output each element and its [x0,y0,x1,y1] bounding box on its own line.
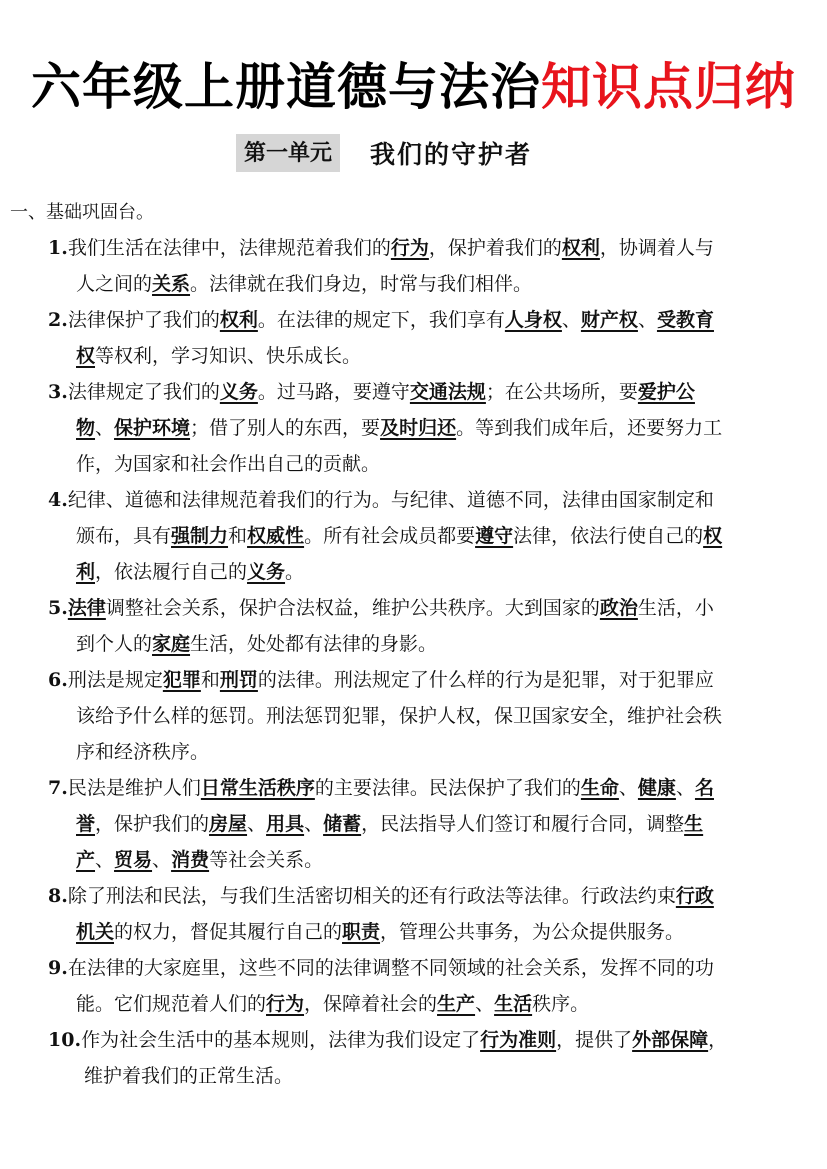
item-text: 作，为国家和社会作出自己的贡献。 [76,453,381,475]
list-item [48,662,808,770]
keyword: 权 [703,525,723,547]
item-text: 我们生活在法律中，法律规范着我们的 [67,237,391,259]
list-item [48,374,808,482]
list-item [48,230,808,302]
item-text: 民法是维护人们 [67,777,201,799]
item-line [48,230,808,266]
keyword: 爱护公 [637,381,695,403]
item-line [48,446,808,482]
item-text: ；在公共场所，要 [485,381,638,403]
keyword: 房屋 [209,813,248,835]
item-text: ，民法指导人们签订和履行合同，调整 [361,813,685,835]
item-text: 和 [200,669,220,691]
item-line [48,770,808,806]
item-text: 、 [561,309,581,331]
keyword: 储蓄 [323,813,362,835]
item-line [48,302,808,338]
keyword: 权利 [561,237,600,259]
item-line [48,914,808,950]
item-text: 在法律的大家庭里，这些不同的法律调整不同领域的社会关系，发挥不同的功 [67,957,714,979]
item-number: 4. [48,489,68,511]
item-text: 作为社会生活中的基本规则，法律为我们设定了 [81,1029,481,1051]
item-text: ，保护着我们的 [428,237,562,259]
item-text: 该给予什么样的惩罚。刑法惩罚犯罪，保护人权，保卫国家安全，维护社会秩 [76,705,723,727]
item-number: 7. [48,777,68,799]
item-line [48,1058,808,1094]
item-text: 。法律就在我们身边，时常与我们相伴。 [190,273,533,295]
keyword: 消费 [171,849,210,871]
item-line [48,734,808,770]
item-text: 、 [475,993,495,1015]
keyword: 行为 [266,993,305,1015]
keyword: 外部保障 [632,1029,709,1051]
item-line [48,1022,808,1058]
list-item [48,1022,808,1094]
keyword: 人身权 [504,309,562,331]
item-text: 。 [285,561,305,583]
keyword: 犯罪 [162,669,201,691]
item-text: 人之间的 [76,273,153,295]
section-heading: 一、基础巩固台。 [10,202,154,223]
item-text: ；借了别人的东西，要 [190,417,381,439]
keyword: 法律 [67,597,106,619]
item-text: 除了刑法和民法，与我们生活密切相关的还有行政法等法律。行政法约束 [67,885,676,907]
item-text: 法律，依法行使自己的 [513,525,704,547]
item-text: 。所有社会成员都要 [304,525,476,547]
item-text: ，管理公共事务，为公众提供服务。 [380,921,685,943]
item-text: 序和经济秩序。 [76,741,210,763]
item-line [48,986,808,1022]
keyword: 用具 [266,813,305,835]
item-line [48,626,808,662]
keyword: 名 [694,777,714,799]
item-line [48,878,808,914]
item-number: 9. [48,957,68,979]
keyword: 职责 [342,921,381,943]
item-line [48,338,808,374]
unit-badge: 第一单元 [236,134,340,172]
item-text: 到个人的 [76,633,153,655]
item-text: 能。它们规范着人们的 [76,993,267,1015]
keyword: 行政 [675,885,714,907]
item-line [48,266,808,302]
item-text: 的法律。刑法规定了什么样的行为是犯罪，对于犯罪应 [257,669,714,691]
item-text: 等社会关系。 [209,849,324,871]
keyword: 及时归还 [380,417,457,439]
item-text: ，依法履行自己的 [95,561,248,583]
keyword: 强制力 [171,525,229,547]
item-line [48,806,808,842]
item-line [48,410,808,446]
list-item [48,950,808,1022]
keyword: 政治 [599,597,638,619]
item-text: 。等到我们成年后，还要努力工 [456,417,723,439]
keyword: 健康 [637,777,676,799]
item-text: 。过马路，要遵守 [257,381,410,403]
keyword: 日常生活秩序 [200,777,315,799]
item-text: 、 [95,417,115,439]
keyword: 生活 [494,993,533,1015]
keyword: 家庭 [152,633,191,655]
item-number: 10. [48,1029,82,1051]
item-text: 、 [95,849,115,871]
page-title [0,52,827,122]
unit-name: 我们的守护者 [370,140,533,169]
item-text: 和 [228,525,248,547]
keyword: 保护环境 [114,417,191,439]
item-text: ，提供了 [556,1029,633,1051]
keyword: 刑罚 [219,669,258,691]
item-number: 8. [48,885,68,907]
item-text: 、 [247,813,267,835]
keyword: 产 [76,849,96,871]
item-line [48,842,808,878]
keyword: 受教育 [656,309,714,331]
item-text: ，协调着人与 [599,237,714,259]
list-item [48,482,808,590]
keyword: 生 [684,813,704,835]
item-text: 、 [618,777,638,799]
item-number: 3. [48,381,68,403]
list-item [48,302,808,374]
item-text: 、 [304,813,324,835]
keyword: 义务 [219,381,258,403]
keyword: 义务 [247,561,286,583]
item-text: 生活，小 [637,597,714,619]
keyword: 物 [76,417,96,439]
item-text: 的权力，督促其履行自己的 [114,921,343,943]
list-item [48,590,808,662]
item-text: 纪律、道德和法律规范着我们的行为。与纪律、道德不同，法律由国家制定和 [67,489,714,511]
item-number: 5. [48,597,68,619]
item-text: 、 [152,849,172,871]
item-line [48,482,808,518]
keyword: 贸易 [114,849,153,871]
title-red-part: 知识点归纳 [541,58,796,116]
keyword: 权威性 [247,525,305,547]
title-black-part: 六年级上册道德与法治 [31,58,541,116]
item-text: 法律规定了我们的 [67,381,220,403]
item-text: 等权利，学习知识、快乐成长。 [95,345,362,367]
list-item [48,770,808,878]
keyword: 遵守 [475,525,514,547]
keyword: 交通法规 [409,381,486,403]
keyword: 行为准则 [480,1029,557,1051]
item-text: ， [708,1029,728,1051]
item-number: 2. [48,309,68,331]
keyword: 机关 [76,921,115,943]
item-text: 调整社会关系，保护合法权益，维护公共秩序。大到国家的 [105,597,600,619]
item-text: 、 [637,309,657,331]
keyword: 关系 [152,273,191,295]
item-text: 。在法律的规定下，我们享有 [257,309,505,331]
item-line [48,698,808,734]
item-line [48,662,808,698]
item-text: 刑法是规定 [67,669,163,691]
keyword: 生产 [437,993,476,1015]
item-line [48,590,808,626]
keyword: 权利 [219,309,258,331]
item-text: 颁布，具有 [76,525,172,547]
keyword: 权 [76,345,96,367]
unit-header [236,134,532,172]
item-line [48,950,808,986]
item-number: 6. [48,669,68,691]
item-text: 法律保护了我们的 [67,309,220,331]
item-number: 1. [48,237,68,259]
item-line [48,554,808,590]
item-line [48,374,808,410]
item-line [48,518,808,554]
keyword: 生命 [580,777,619,799]
item-text: 的主要法律。民法保护了我们的 [314,777,581,799]
keyword: 行为 [390,237,429,259]
item-text: 、 [675,777,695,799]
item-text: 秩序。 [532,993,590,1015]
keyword: 誉 [76,813,96,835]
item-text: 生活，处处都有法律的身影。 [190,633,438,655]
list-item [48,878,808,950]
keyword: 利 [76,561,96,583]
keyword: 财产权 [580,309,638,331]
item-text: 维护着我们的正常生活。 [84,1065,294,1087]
item-text: ，保障着社会的 [304,993,438,1015]
item-text: ，保护我们的 [95,813,210,835]
